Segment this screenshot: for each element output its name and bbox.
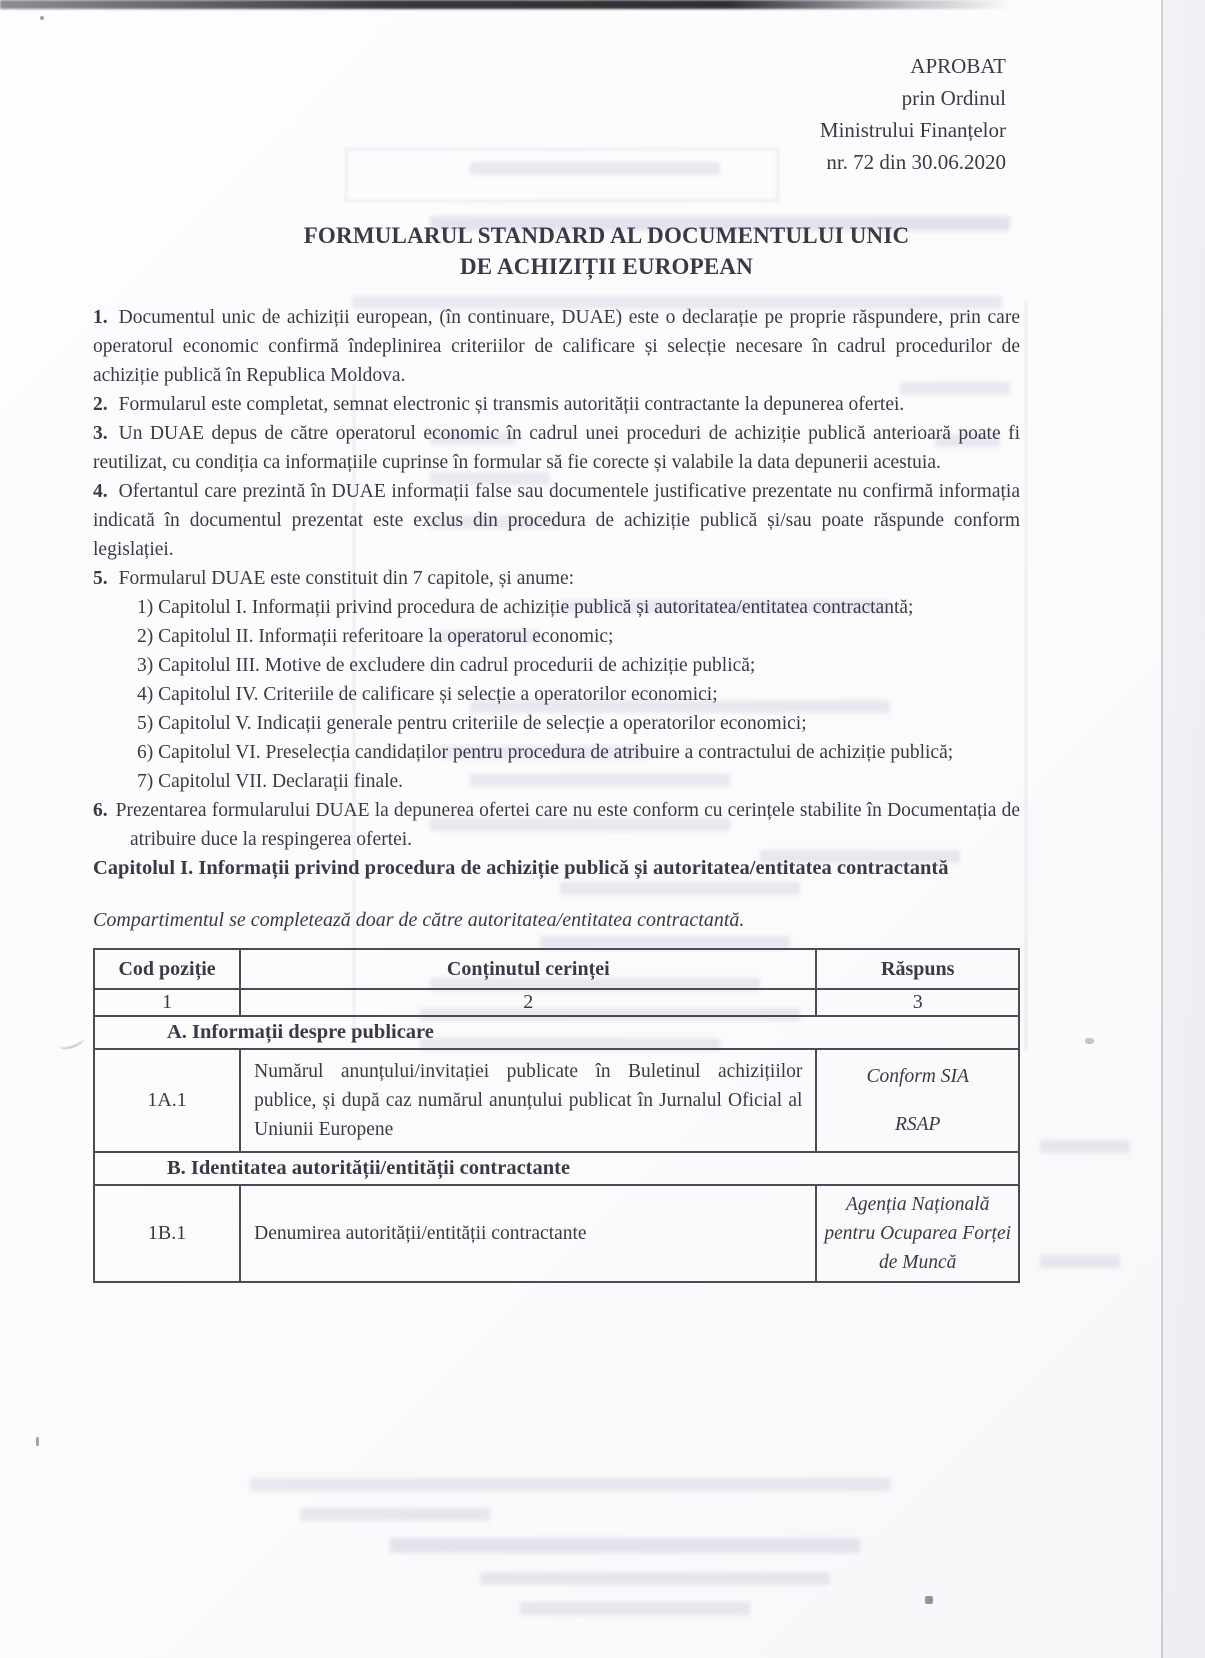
answer-cell <box>816 1049 1019 1152</box>
section-a-label: A. Informații despre publicare <box>94 1016 1019 1049</box>
paragraph-text: Formularul este completat, semnat electronic și transmis autorității contractante la depunerea ofertei. <box>118 394 905 415</box>
paragraph-3 <box>93 419 1020 477</box>
approval-line: prin Ordinul <box>901 86 1006 110</box>
paragraph-text: Prezentarea formularului DUAE la depunerea ofertei care nu este conform cu cerințele stabilite în Documentația de atribuire duce la respingerea ofertei. <box>115 800 1020 850</box>
table-row-1b1 <box>94 1185 1019 1282</box>
index-cell-1: 1 <box>94 989 240 1016</box>
paragraph-text: Un DUAE depus de către operatorul economic în cadrul unei proceduri de achiziție publică anterioară poate fi reutilizat, cu condiția ca informațiile cuprinse în formular să fie corecte și valabile la data depunerii acestuia. <box>93 423 1020 473</box>
title-line-1: FORMULARUL STANDARD AL DOCUMENTULUI UNIC <box>303 223 910 248</box>
scan-speck <box>36 1437 39 1446</box>
approval-line: Ministrului Finanțelor <box>819 118 1006 142</box>
table-index-row <box>94 989 1019 1016</box>
paragraph-number: 6. <box>93 800 108 821</box>
header-cod-pozitie: Cod poziție <box>94 949 240 989</box>
chapter-list-item-1: 1) Capitolul I. Informații privind procedura de achiziție publică și autoritatea/entitatea contractantă; <box>137 597 914 618</box>
approval-line: nr. 72 din 30.06.2020 <box>826 150 1006 174</box>
scan-edge-artifact <box>0 0 1012 9</box>
paragraph-6 <box>93 796 1020 854</box>
paragraph-5 <box>93 564 1020 593</box>
chapter-list-item-3: 3) Capitolul III. Motive de excludere din cadrul procedurii de achiziție publică; <box>137 655 756 676</box>
header-continutul-cerintei: Conținutul cerinței <box>240 949 816 989</box>
paragraph-text: Documentul unic de achiziții european, (în continuare, DUAE) este o declarație pe proprie răspundere, prin care operatorul economic confirmă îndeplinirea criteriilor de calificare și selecție necesare în cadrul procedurilor de achiziție publică în Republica Moldova. <box>93 307 1020 386</box>
answer-cell: Agenția Națională pentru Ocuparea Forței de Muncă <box>816 1185 1019 1282</box>
pencil-mark <box>57 1032 85 1051</box>
position-code: 1B.1 <box>94 1185 240 1282</box>
document-title <box>93 220 1020 282</box>
scan-speck <box>925 1596 933 1604</box>
approval-block <box>93 50 1020 178</box>
title-line-2: DE ACHIZIȚII EUROPEAN <box>459 254 754 279</box>
section-b-label: B. Identitatea autorității/entității contractante <box>94 1152 1019 1185</box>
scan-speck <box>1085 1038 1094 1044</box>
paragraph-4 <box>93 477 1020 564</box>
chapter-list-item-6: 6) Capitolul VI. Preselecția candidaților pentru procedura de atribuire a contractului de achiziție publică; <box>137 742 954 763</box>
paragraph-1 <box>93 303 1020 390</box>
chapter-list-item-4: 4) Capitolul IV. Criteriile de calificare și selecție a operatorilor economici; <box>137 684 718 705</box>
index-cell-3: 3 <box>816 989 1019 1016</box>
bleedthrough-line <box>1025 300 1027 1050</box>
completion-note: Compartimentul se completează doar de către autoritatea/entitatea contractantă. <box>93 909 745 931</box>
chapter-1-heading: Capitolul I. Informații privind procedura de achiziție publică și autoritatea/entitatea contractantă <box>93 857 949 879</box>
section-row-b <box>94 1152 1019 1185</box>
paragraph-number: 4. <box>93 481 108 502</box>
position-code: 1A.1 <box>94 1049 240 1152</box>
paragraph-2 <box>93 390 1020 419</box>
chapter-list-item-5: 5) Capitolul V. Indicații generale pentru criteriile de selecție a operatorilor economici; <box>137 713 807 734</box>
table-row-1a1 <box>94 1049 1019 1152</box>
paragraph-number: 3. <box>93 423 108 444</box>
answer-line: Conform SIA <box>866 1066 969 1087</box>
scan-speck <box>40 16 44 20</box>
answer-line: RSAP <box>894 1114 941 1135</box>
header-raspuns: Răspuns <box>816 949 1019 989</box>
page-edge-shadow <box>1163 0 1205 1658</box>
paragraph-text: Ofertantul care prezintă în DUAE informații false sau documentele justificative prezentate nu confirmă informația indicată în documentul prezentat este exclus din procedura de achiziție publică și/sau poate răspunde conform legislației. <box>93 481 1020 560</box>
document-content <box>93 50 1020 1283</box>
approval-line: APROBAT <box>910 54 1006 78</box>
body-text <box>93 303 1020 883</box>
paragraph-number: 1. <box>93 307 108 328</box>
requirement-content: Denumirea autorității/entității contractante <box>240 1185 816 1282</box>
paragraph-text: Formularul DUAE este constituit din 7 capitole, și anume: <box>118 568 575 589</box>
procurement-table <box>93 948 1020 1283</box>
chapter-list-item-2: 2) Capitolul II. Informații referitoare la operatorul economic; <box>137 626 614 647</box>
index-cell-2: 2 <box>240 989 816 1016</box>
section-row-a <box>94 1016 1019 1049</box>
table-header-row <box>94 949 1019 989</box>
paragraph-number: 5. <box>93 568 108 589</box>
paragraph-number: 2. <box>93 394 108 415</box>
chapter-list-item-7: 7) Capitolul VII. Declarații finale. <box>137 771 404 792</box>
requirement-content: Numărul anunțului/invitației publicate în Buletinul achizițiilor publice, și după caz numărul anunțului publicat în Jurnalul Oficial al Uniunii Europene <box>240 1049 816 1152</box>
